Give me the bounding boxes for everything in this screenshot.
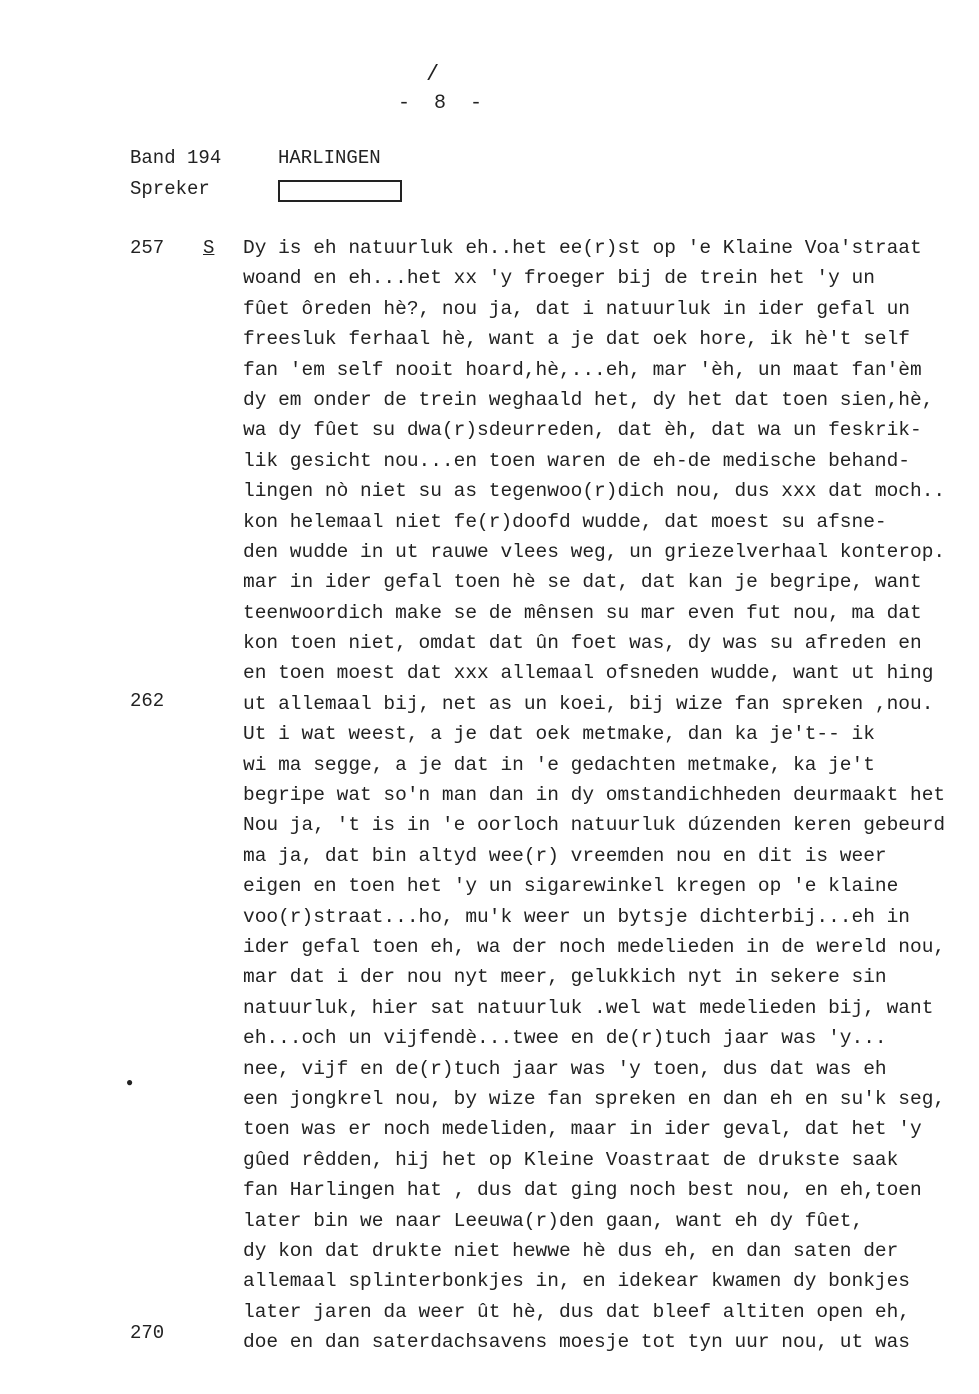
transcript-line: mar dat i der nou nyt meer, gelukkich nyt in sekere sin <box>243 966 887 989</box>
transcript-line: Dy is eh natuurluk eh..het ee(r)st op 'e Klaine Voa'straat <box>243 237 922 259</box>
transcript-line: freesluk ferhaal hè, want a je dat oek hore, ik hè't self <box>243 328 911 351</box>
transcript-line: en toen moest dat xxx allemaal ofsneden wudde, want ut hing <box>243 662 934 685</box>
speaker-label: Spreker <box>130 178 210 200</box>
transcript-line: wa dy fûet su dwa(r)sdeurreden, dat èh, dat wa un feskrik- <box>243 419 922 442</box>
band-label: Band 194 <box>130 147 222 169</box>
transcript-line: later bin we naar Leeuwa(r)den gaan, want eh dy fûet, <box>243 1209 864 1232</box>
page-mark: / <box>426 62 440 87</box>
transcript-line: lingen nò niet su as tegenwoo(r)dich nou, dus xxx dat moch.. <box>243 480 946 503</box>
transcript-line: nee, vijf en de(r)tuch jaar was 'y toen, dus dat was eh <box>243 1057 887 1080</box>
transcript-line: kon toen niet, omdat dat ûn foet was, dy was su afreden en <box>243 632 922 655</box>
transcript-line: eh...och un vijfendè...twee en de(r)tuch jaar was 'y... <box>243 1027 887 1050</box>
transcript-line: lik gesicht nou...en toen waren de eh-de medische behand- <box>243 449 911 472</box>
transcript-line: kon helemaal niet fe(r)doofd wudde, dat moest su afsne- <box>243 510 887 533</box>
margin-line-number: 270 <box>130 1322 165 1344</box>
margin-line-number: 262 <box>130 690 165 712</box>
transcript-line: ma ja, dat bin altyd wee(r) vreemden nou en dit is weer <box>243 844 887 867</box>
transcript-line: allemaal splinterbonkjes in, en idekear kwamen dy bonkjes <box>243 1270 911 1293</box>
transcript-line: Nou ja, 't is in 'e oorloch natuurluk dúzenden keren gebeurd <box>243 814 946 837</box>
speaker-code: S <box>203 237 215 259</box>
place-name: HARLINGEN <box>278 147 381 169</box>
ink-dot: ● <box>126 1076 134 1090</box>
transcript-line: eigen en toen het 'y un sigarewinkel kregen op 'e klaine <box>243 875 899 898</box>
transcript-line: den wudde in ut rauwe vlees weg, un griezelverhaal konterop. <box>243 540 946 563</box>
transcript-line: fan Harlingen hat , dus dat ging noch best nou, en eh,toen <box>243 1179 922 1202</box>
transcript-line: ut allemaal bij, net as un koei, bij wize fan spreken ,nou. <box>243 692 934 715</box>
transcript-line: ider gefal toen eh, wa der noch medelieden in de wereld nou, <box>243 935 946 958</box>
margin-line-number: 257 <box>130 237 165 259</box>
transcript-line: dy kon dat drukte niet hewwe hè dus eh, en dan saten der <box>243 1239 899 1262</box>
transcript-line: begripe wat so'n man dan in dy omstandichheden deurmaakt het <box>243 784 946 807</box>
transcript-line: dy em onder de trein weghaald het, dy het dat toen sien,hè, <box>243 388 934 411</box>
transcript-line: een jongkrel nou, by wize fan spreken en dan eh en su'k seg, <box>243 1087 946 1110</box>
transcript-line: doe en dan saterdachsavens moesje tot tyn uur nou, ut was <box>243 1331 911 1354</box>
transcript-line: Ut i wat weest, a je dat oek metmake, dan ka je't-- ik <box>243 723 875 746</box>
speaker-name-box <box>278 180 402 202</box>
transcript-line: wi ma segge, a je dat in 'e gedachten metmake, ka je't <box>243 753 875 776</box>
transcript-line: woand en eh...het xx 'y froeger bij de trein het 'y un <box>243 267 875 290</box>
transcript-line: teenwoordich make se de mênsen su mar even fut nou, ma dat <box>243 601 922 624</box>
transcript-line: gûed rêdden, hij het op Kleine Voastraat de drukste saak <box>243 1148 899 1171</box>
transcript-line: fan 'em self nooit hoard,hè,...eh, mar 'èh, un maat fan'èm <box>243 358 922 381</box>
transcript-line: natuurluk, hier sat natuurluk .wel wat medelieden bij, want <box>243 996 934 1019</box>
transcript-line: toen was er noch medeliden, maar in ider geval, dat het 'y <box>243 1118 922 1141</box>
transcript-line: fûet ôreden hè?, nou ja, dat i natuurluk in ider gefal un <box>243 297 911 320</box>
transcript-body <box>243 233 979 1357</box>
page-number: - 8 - <box>398 92 489 115</box>
transcript-line: later jaren da weer ût hè, dus dat bleef altiten open eh, <box>243 1300 911 1323</box>
transcript-line: voo(r)straat...ho, mu'k weer un bytsje dichterbij...eh in <box>243 905 911 928</box>
transcript-line: mar in ider gefal toen hè se dat, dat kan je begripe, want <box>243 571 922 594</box>
